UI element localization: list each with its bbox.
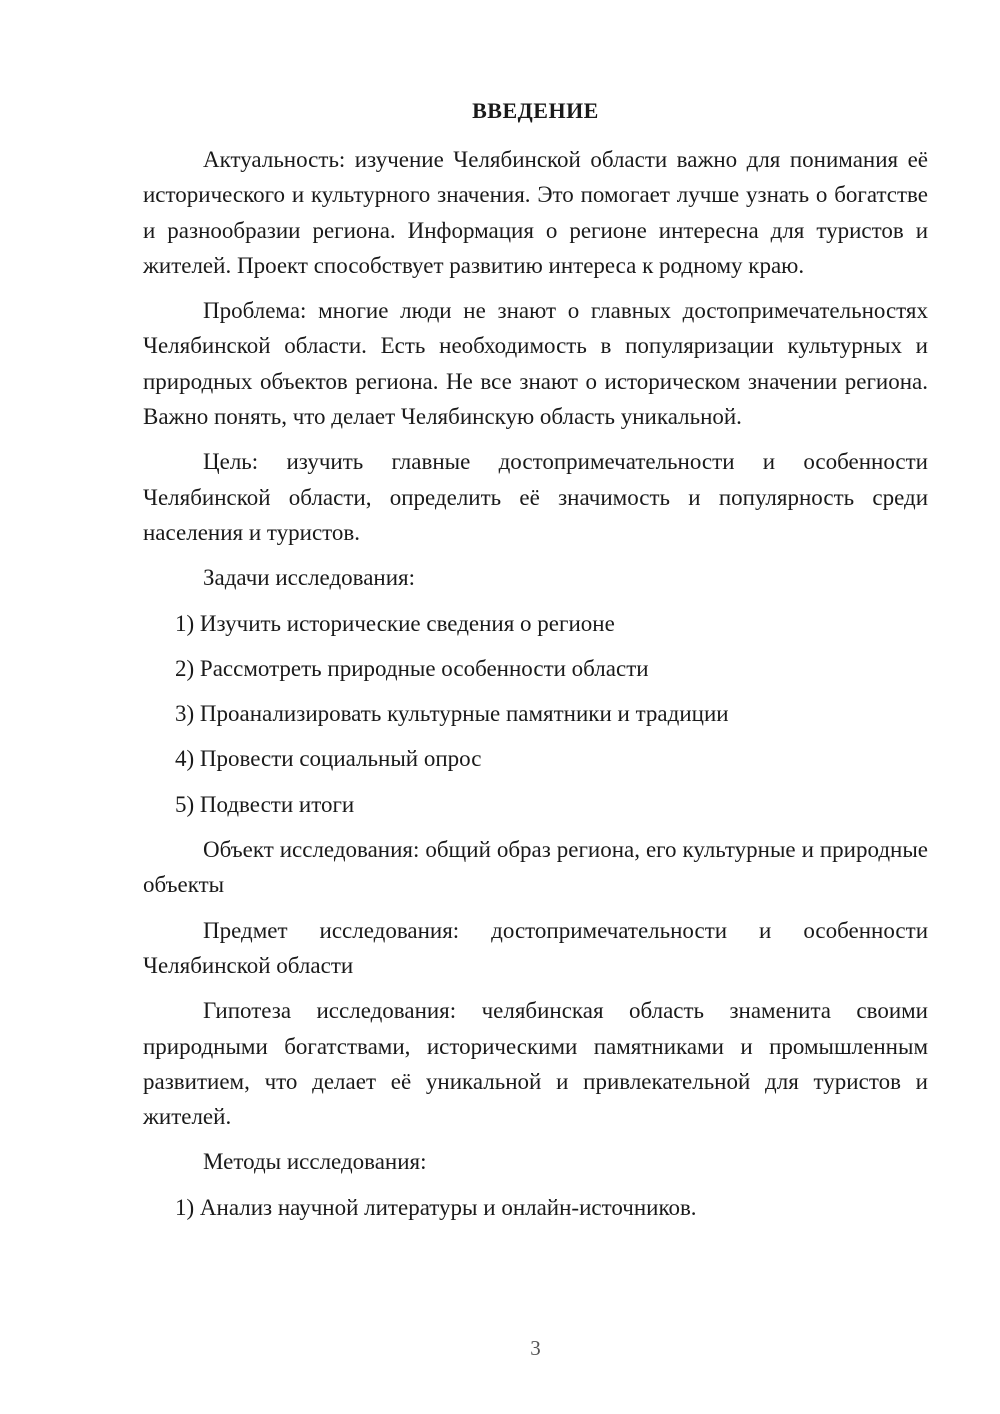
document-page [143,0,928,1414]
subject-paragraph: Предмет исследования: достопримечательности и особенности Челябинской области [143,917,928,978]
list-item: 1) Изучить исторические сведения о регионе [175,610,615,636]
list-item: 2) Рассмотреть природные особенности области [175,655,649,681]
object-paragraph: Объект исследования: общий образ региона, его культурные и природные объекты [143,837,928,898]
problem-paragraph: Проблема: многие люди не знают о главных достопримечательностях Челябинской области. Есть необходимость в популяризации культурных и природных объектов региона. Не все знают о историческом значении региона. Важно понять, что делает Челябинскую область уникальной. [143,298,928,430]
list-item: 4) Провести социальный опрос [175,746,482,772]
list-item: 3) Проанализировать культурные памятники и традиции [175,701,729,727]
methods-list [143,1190,928,1225]
methods-heading: Методы исследования: [203,1149,427,1175]
list-item: 1) Анализ научной литературы и онлайн-источников. [175,1194,697,1220]
tasks-list [143,606,928,822]
list-item: 5) Подвести итоги [175,791,355,817]
relevance-paragraph: Актуальность: изучение Челябинской области важно для понимания её исторического и культурного значения. Это помогает лучше узнать о богатстве и разнообразии региона. Информация о регионе интересна для туристов и жителей. Проект способствует развитию интереса к родному краю. [143,147,928,278]
hypothesis-paragraph: Гипотеза исследования: челябинская область знаменита своими природными богатствами, историческими памятниками и промышленным развитием, что делает её уникальной и привлекательной для туристов и жителей. [143,998,928,1130]
document-body [143,142,928,1235]
page-number: 3 [530,1336,541,1360]
goal-paragraph: Цель: изучить главные достопримечательности и особенности Челябинской области, определить её значимость и популярность среди населения и туристов. [143,449,928,545]
tasks-heading: Задачи исследования: [203,565,416,591]
page-title: ВВЕДЕНИЕ [472,98,599,123]
